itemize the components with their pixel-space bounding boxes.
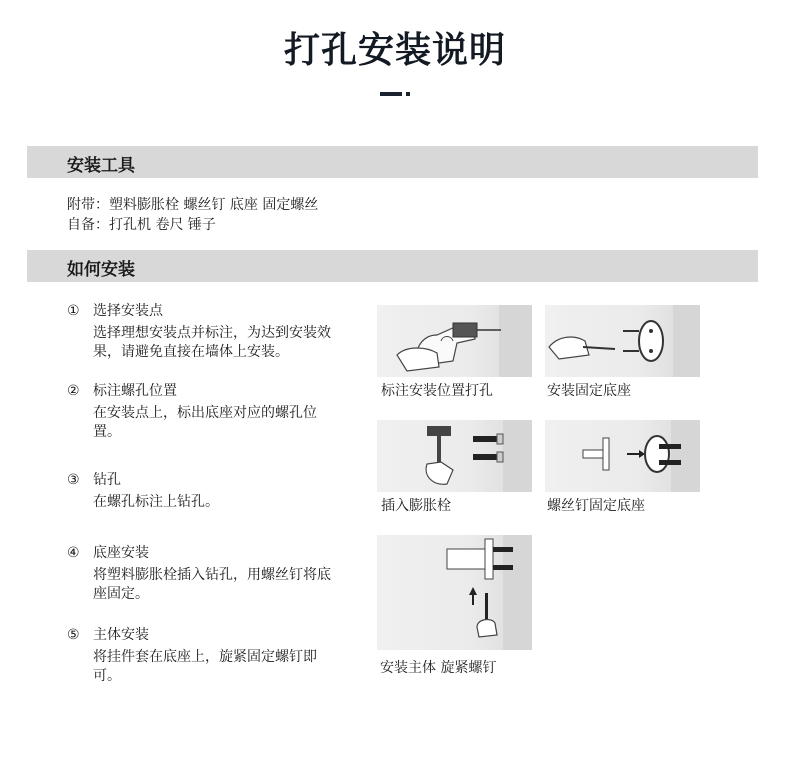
step-description: 将挂件套在底座上，旋紧固定螺钉即可。 xyxy=(93,649,317,684)
tools-section-title: 安装工具 xyxy=(67,156,135,176)
step-title: 主体安装 xyxy=(93,627,149,643)
step-title: 选择安装点 xyxy=(93,303,163,319)
step-number: ① xyxy=(67,303,80,319)
step-number: ⑤ xyxy=(67,627,80,643)
step-title: 底座安装 xyxy=(93,545,149,561)
step-3 xyxy=(67,469,357,512)
step-description: 在螺孔标注上钻孔。 xyxy=(93,494,219,510)
title-underline-mark xyxy=(380,92,414,98)
step-description: 选择理想安装点并标注，为达到安装效果，请避免直接在墙体上安装。 xyxy=(93,325,331,360)
tools-self-provided: 自备：打孔机 卷尺 锤子 xyxy=(67,217,216,233)
screw-base-icon xyxy=(545,420,700,492)
step-title: 钻孔 xyxy=(93,472,121,488)
base-screws-icon xyxy=(545,305,700,377)
step-description: 在安装点上，标出底座对应的螺孔位置。 xyxy=(93,405,317,440)
step-4 xyxy=(67,542,357,604)
step-title: 标注螺孔位置 xyxy=(93,383,177,399)
illustration-caption: 插入膨胀栓 xyxy=(381,498,451,514)
step-5 xyxy=(67,624,357,686)
step-1 xyxy=(67,300,357,362)
step-2 xyxy=(67,380,357,442)
step-description: 将塑料膨胀栓插入钻孔，用螺丝钉将底座固定。 xyxy=(93,567,331,602)
how-section-header xyxy=(27,250,758,282)
mount-body-icon xyxy=(377,535,532,650)
illustration-caption: 螺丝钉固定底座 xyxy=(547,498,645,514)
illustration-caption: 安装固定底座 xyxy=(547,383,631,399)
underline-bar xyxy=(380,92,402,96)
step-number: ③ xyxy=(67,472,80,488)
step-number: ④ xyxy=(67,545,80,561)
illustration-caption: 安装主体 旋紧螺钉 xyxy=(380,660,497,676)
step-number: ② xyxy=(67,383,80,399)
tools-section-header xyxy=(27,146,758,178)
how-section-title: 如何安装 xyxy=(67,260,135,280)
hammer-anchors-icon xyxy=(377,420,532,492)
underline-dot xyxy=(406,92,410,96)
illustration-caption: 标注安装位置打孔 xyxy=(381,383,493,399)
tools-included: 附带：塑料膨胀栓 螺丝钉 底座 固定螺丝 xyxy=(67,197,319,213)
page-title: 打孔安装说明 xyxy=(283,30,506,71)
drill-wall-icon xyxy=(377,305,532,377)
